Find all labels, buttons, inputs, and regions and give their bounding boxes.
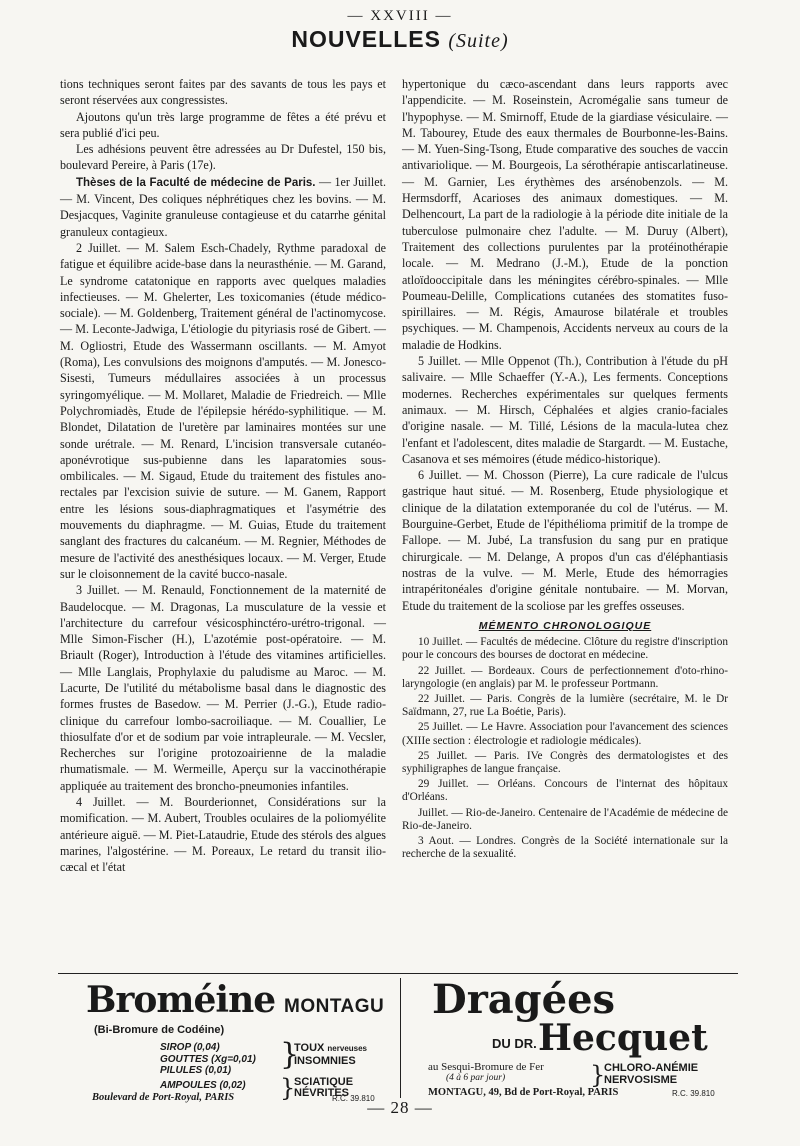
right-column	[402, 76, 728, 863]
memento-item: 25 Juillet. — Le Havre. Association pour l'avancement des sciences (XIIIe section : électrologie et radiologie médicales).	[402, 721, 728, 747]
dosage-line: SIROP (0,04)	[160, 1042, 220, 1053]
brace-icon: }	[280, 1037, 300, 1072]
registry-code: R.C. 39.810	[332, 1094, 375, 1103]
dosage-list	[160, 1042, 256, 1077]
left-column	[60, 76, 386, 876]
registry-code: R.C. 39.810	[672, 1089, 715, 1098]
memento-item: 22 Juillet. — Paris. Congrès de la lumière (secrétaire, M. le Dr Saïdmann, 27, rue La Boétie, Paris).	[402, 692, 728, 719]
memento-item: 10 Juillet. — Facultés de médecine. Clôture du registre d'inscription pour le concours des bourses de doctorat en médecine.	[402, 636, 728, 662]
sciatique-label: SCIATIQUE	[294, 1076, 354, 1088]
paragraph: 3 Juillet. — M. Renauld, Fonctionnement de la maternité de Baudelocque. — M. Dragonas, La musculature de la vessie et l'architecture du carrefour vésicosphinctéro-urétro-trigonal. — Mlle Simon-Fischer (H.), L'azotémie post-opératoire. — M. Briault (Roger), Introduction à l'étude des vitamines artificielles. — Mlle Langlais, Prophylaxie du paludisme au Maroc. — M. Lacurte, De l'utilité du métabolisme basal dans le diagnostic des formes frustes de Basedow. — M. Perrier (J.-G.), Etude radio-clinique du carrefour lombo-sacroiliaque. — M. Couallier, Le thiosulfate d'or et de sodium par voie intrapleurale. — M. Vecsler, Recherches sur l'origine protozoairienne de la maladie rhumatismale. — M. Wermeille, Aperçu sur la vaccinothérapie appliquée au traitement des broncho-pneumonies infantiles.	[60, 583, 386, 793]
memento-title: MÉMENTO CHRONOLOGIQUE	[478, 619, 652, 632]
indications-top	[294, 1042, 367, 1067]
address: MONTAGU, 49, Bd de Port-Royal, PARIS	[428, 1087, 619, 1098]
paragraph: 2 Juillet. — M. Salem Esch-Chadely, Rythme paradoxal de fatigue et équilibre acide-base dans la neurasthénie. — M. Garand, Le syndrome catatonique en rapports avec quelques maladies infectieuses. — M. Ghelerter, Les toxicomanies (étude médico-sociale). — M. Goldenberg, Traitement général de l'actinomycose. — M. Leconte-Jadwiga, L'étiologie du pityriasis rosé de Gibert. — M. Ogliostri, Etude des Wassermann oscillants. — M. Amyot (Roma), Les convulsions des moignons d'amputés. — M. Jonesco-Sisesti, Tumeurs médullaires associées à un processus syringomyélique. — M. Mollaret, Maladie de Friedreich. — Mlle Polychromiadès, Etude de l'épilepsie hérédo-syphilitique. — M. Blondet, Dilatation de l'uretère par laminaires montées sur une sonde urétrale. — M. Renard, L'incision transversale cutanéo-aponévrotique sus-pubienne dans les laparatomies sous-ombilicales. — M. Sigaud, Etude du traitement des fistules ano-rectales par l'excision suivie de suture. — M. Ganem, Rapport entre les lésions sous-diaphragmatiques et l'asymétrie des mouvements du diaphragme. — M. Guias, Etude du traitement sanglant des fractures du calcanéum. — M. Regnier, Méthodes de mesure de l'activité des anesthésiques locaux. — M. Verger, Etude sur le cloisonnement de la cavité bucco-nasale.	[60, 240, 386, 581]
insomnies-label: INSOMNIES	[294, 1055, 356, 1067]
indications	[604, 1062, 698, 1086]
bromeine-logo: Broméine	[86, 979, 276, 1021]
maker-name: MONTAGU	[284, 996, 385, 1017]
paragraph: 4 Juillet. — M. Bourderionnet, Considérations sur la momification. — M. Aubert, Troubles oculaires de la poliomyélite antérieure aiguë. — M. Piet-Lataudrie, Etude des stérols des algues marines, l'algostérine. — M. Poreaux, Le retard du transit ilio-cæcal et l'état	[60, 795, 386, 875]
ampoules-line: AMPOULES (0,02)	[160, 1080, 246, 1091]
hecquet-logo: Hecquet	[538, 1017, 708, 1059]
page-number: — 28 —	[367, 1098, 433, 1117]
sesqui-label: au Sesqui-Bromure de Fer	[428, 1061, 544, 1073]
toux-small: nerveuses	[327, 1044, 368, 1053]
paragraph: Ajoutons qu'un très large programme de fêtes a été prévu et sera publié d'ici peu.	[60, 109, 386, 140]
page-title	[0, 26, 800, 53]
title-main: NOUVELLES	[291, 26, 441, 52]
memento-item: Juillet. — Rio-de-Janeiro. Centenaire de l'Académie de médecine de Rio-de-Janeiro.	[402, 806, 728, 832]
theses-paragraph	[60, 174, 386, 240]
memento-item: 25 Juillet. — Paris. IVe Congrès des dermatologistes et des syphiligraphes de langue française.	[402, 749, 728, 775]
memento-item: 29 Juillet. — Orléans. Concours de l'internat des hôpitaux d'Orléans.	[402, 778, 728, 804]
hecquet-advertisement	[410, 976, 740, 1098]
dosage-note: (4 à 6 par jour)	[446, 1073, 506, 1083]
chlorose-label: CHLORO-ANÉMIE	[604, 1062, 699, 1074]
theses-text: — 1er Juillet. — M. Vincent, Des coliques néphrétiques chez les bovins. — M. Desjacques, Vaginite granuleuse contagieuse et du catarrhe génital granuleux contagieux.	[60, 174, 386, 239]
brace-icon: }	[280, 1074, 296, 1102]
paragraph: 6 Juillet. — M. Chosson (Pierre), La cure radicale de l'ulcus gastrique haut situé. — M. Rosenberg, Etude physiologique et clinique de la dilatation extemporanée du col de l'utérus. — M. Bourguine-Gerbet, Etude de l'épithélioma primitif de la trompe de Fallope. — M. Jubé, La transfusion du sang pur en pratique chirurgicale. — M. Delange, A propos d'un cas d'éléphantiasis nostras de la vulve. — M. Merle, Etude des hémorragies intrapéritonéales d'origine génitale nontubaire. — M. Morvan, Etude du traitement de la scoliose par les greffes osseuses.	[402, 468, 728, 613]
dosage-line: GOUTTES (Xg=0,01)	[160, 1053, 256, 1065]
ad-divider-vertical	[400, 978, 401, 1098]
paragraph: tions techniques seront faites par des savants de tous les pays et seront réservées aux congressistes.	[60, 77, 386, 108]
ad-divider-horizontal	[58, 973, 738, 974]
memento-item: 22 Juillet. — Bordeaux. Cours de perfectionnement d'oto-rhino-laryngologie (en anglais) par M. le professeur Portmann.	[402, 664, 728, 690]
product-subtitle: (Bi-Bromure de Codéine)	[94, 1024, 225, 1036]
page-number-roman: — XXVIII —	[347, 8, 453, 24]
theses-heading: Thèses de la Faculté de médecine de Paris.	[76, 176, 316, 189]
du-dr-label: DU DR.	[492, 1036, 537, 1051]
memento-item: 3 Aout. — Londres. Congrès de la Société internationale sur la recherche de la sexualité.	[402, 834, 728, 861]
dragees-logo: Dragées	[432, 976, 616, 1023]
brace-icon: }	[590, 1061, 606, 1089]
nervosisme-label: NERVOSISME	[604, 1074, 678, 1086]
paragraph: 5 Juillet. — Mlle Oppenot (Th.), Contribution à l'étude du pH salivaire. — Mlle Schaeffer (Y.-A.), Les ferments. Conceptions modernes. Recherches expérimentales sur quelques ferments animaux. — M. Hirsch, Céphalées et algies cranio-faciales d'origine nasale. — M. Tillé, Lésions de la macula-lutea chez l'enfant et l'adolescent, dites maladie de Stargardt. — M. Eustache, Casanova et ses mémoires (étude médico-historique).	[402, 354, 728, 466]
title-suffix: (Suite)	[448, 30, 509, 52]
nevrites-label: NÉVRITES	[294, 1087, 350, 1099]
toux-label: TOUX	[294, 1042, 325, 1054]
composition	[428, 1062, 544, 1084]
address: Boulevard de Port-Royal, PARIS	[92, 1092, 235, 1103]
dosage-line: PILULES (0,01)	[160, 1065, 232, 1076]
paragraph: hypertonique du cæco-ascendant dans leurs rapports avec l'appendicite. — M. Roseinstein, Acromégalie sans tumeur de l'hypophyse. — M. Smirnoff, Etude de la giardiase vésiculaire. — M. Tabourey, Etude des eaux thermales de Bourbonne-les-Bains. — M. Yuen-Sing-Tsong, Etude comparative des souches de vaccin antivariolique. — M. Bourgeois, La sérothérapie antiscarlatineuse. — M. Garnier, Les érythèmes des arsénobenzols. — M. Hermsdorff, Acarioses des animaux domestiques. — M. Delhencourt, La part de la radiologie à la période dite initiale de la tuberculose pulmonaire chez l'adulte. — M. Duruy (Albert), Traitement des collections purulentes par la protéinothérapie locale. — M. Medrano (J.-M.), Etude de la ponction atloïdooccipitale dans les méningites cérébro-spinales. — Mlle Poumeau-Delille, Complications cutanées des stomatites fuso-spirillaires. — M. Régis, Amaurose bilatérale et troubles psychiques. — M. Champenois, Accidents nerveux au cours de la maladie de Hodkins.	[402, 77, 728, 352]
paragraph: Les adhésions peuvent être adressées au Dr Dufestel, 150 bis, boulevard Pereire, à Paris (17e).	[60, 142, 386, 173]
bromeine-advertisement	[62, 979, 392, 1103]
memento-section	[402, 618, 728, 862]
